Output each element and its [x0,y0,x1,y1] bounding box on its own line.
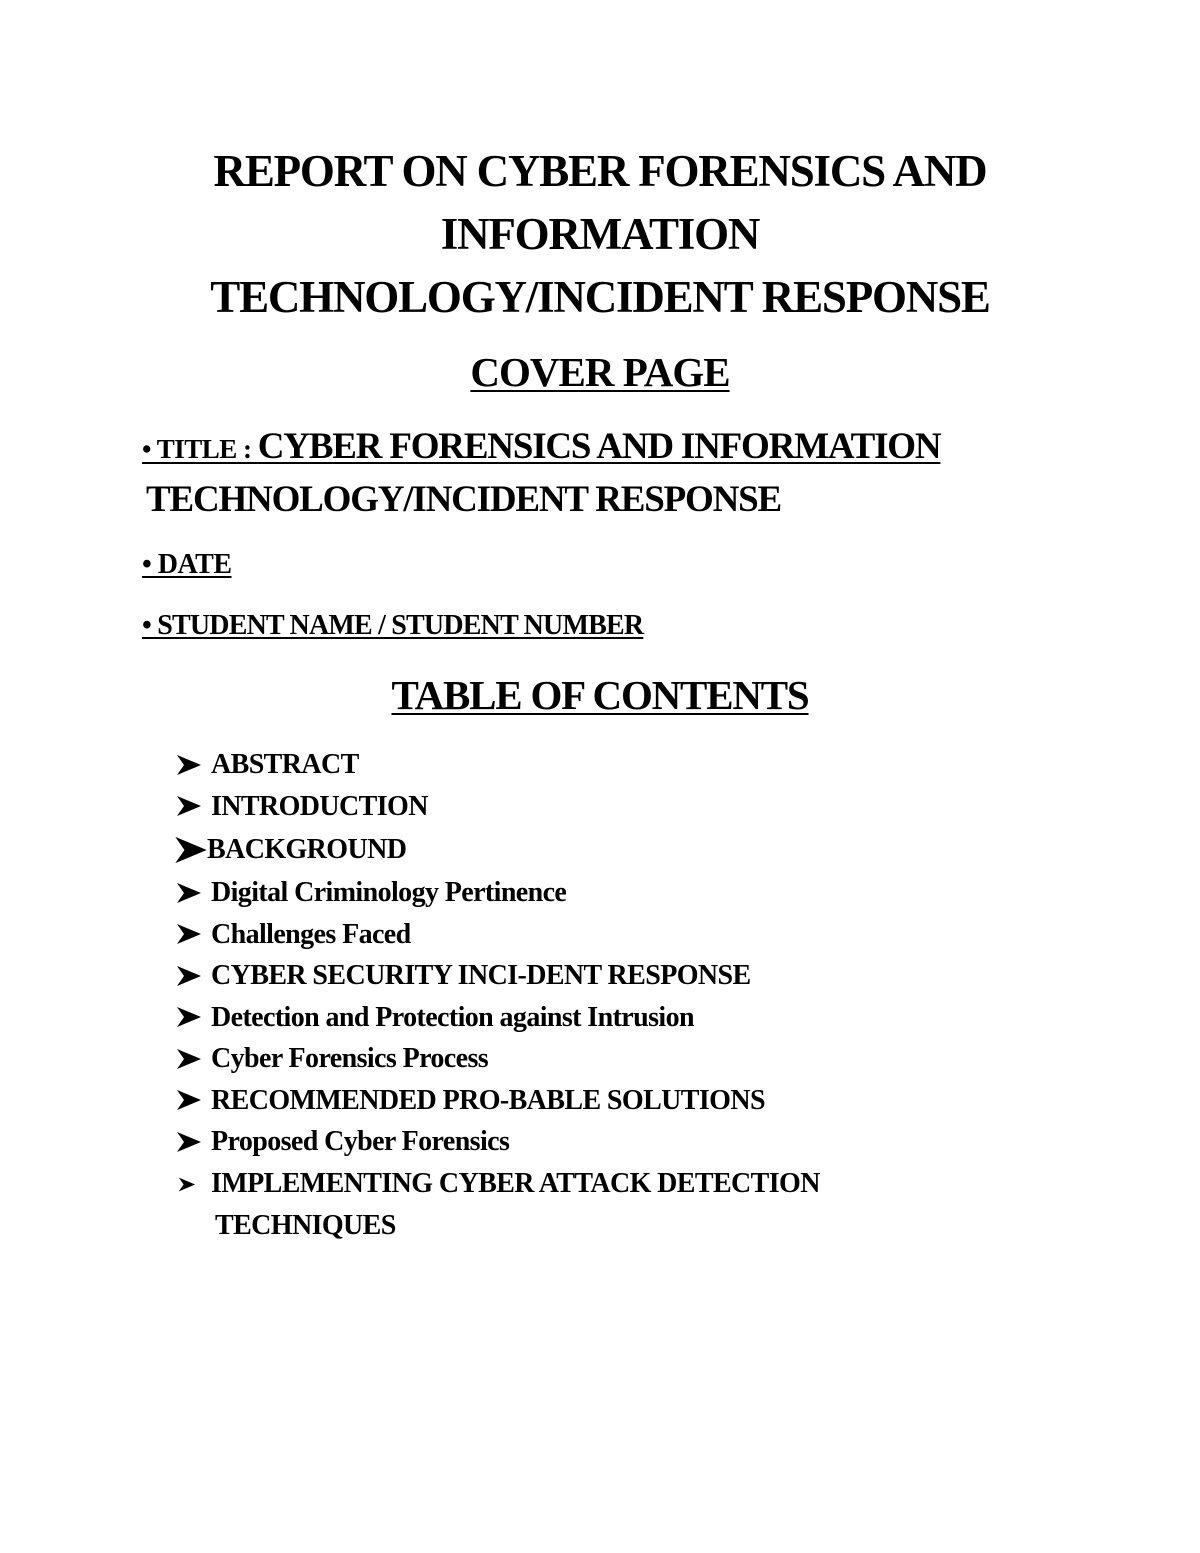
arrowhead-bullet-icon [176,923,202,945]
cover-title-value-line-1: CYBER FORENSICS AND INFORMATION [257,426,941,467]
table-of-contents-heading: TABLE OF CONTENTS [391,672,809,718]
toc-item-label: Challenges Faced [211,918,411,950]
arrowhead-bullet-icon [176,754,202,776]
toc-item-label: BACKGROUND [207,834,407,865]
cover-title-label: • TITLE : [142,434,258,464]
arrowhead-bullet-icon [176,1006,202,1028]
arrowhead-bullet-icon [174,835,208,865]
cover-title-value-line-2: TECHNOLOGY/INCIDENT RESPONSE [146,479,781,520]
toc-item [176,827,1076,872]
arrowhead-bullet-icon [178,1177,196,1192]
table-of-contents-list [176,744,1076,1247]
report-title-line-3: TECHNOLOGY/INCIDENT RESPONSE [210,272,990,322]
arrowhead-bullet-icon [176,1089,202,1111]
toc-item-label-line-2: TECHNIQUES [215,1209,396,1241]
arrowhead-bullet-icon [176,882,202,904]
toc-item [176,997,1076,1039]
toc-item [176,1163,931,1247]
toc-item-label: ABSTRACT [211,749,359,780]
report-title-line-1: REPORT ON CYBER FORENSICS AND [213,146,987,196]
toc-item-label: Digital Criminology Pertinence [211,877,567,908]
arrowhead-bullet-icon [176,965,202,987]
toc-item [176,744,1076,786]
toc-item-label [211,1163,820,1247]
arrowhead-bullet-icon [176,795,202,817]
toc-item [176,955,1076,997]
cover-page-heading: COVER PAGE [470,349,730,395]
cover-date-label: • DATE [142,549,232,580]
cover-student-label: • STUDENT NAME / STUDENT NUMBER [142,610,644,641]
toc-item-label: Proposed Cyber Forensics [211,1126,510,1157]
toc-item-label-line-1: IMPLEMENTING CYBER ATTACK DETECTION [211,1167,820,1199]
cover-title-line [142,424,940,472]
toc-item [176,1080,1076,1122]
arrowhead-bullet-icon [176,1048,202,1070]
toc-item [176,914,1076,956]
arrowhead-bullet-icon [176,1131,202,1153]
toc-item [176,786,1076,828]
toc-item-label: Cyber Forensics Process [211,1043,489,1074]
toc-item-label: CYBER SECURITY INCI-DENT RESPONSE [211,960,751,991]
toc-item [176,872,1076,914]
toc-item [176,1121,1076,1163]
report-title-line-2: INFORMATION [440,209,760,259]
toc-item-label: INTRODUCTION [211,790,428,822]
report-title [100,140,1100,329]
toc-item-label: RECOMMENDED PRO-BABLE SOLUTIONS [211,1084,765,1116]
toc-item-label: Detection and Protection against Intrusion [211,1001,694,1033]
toc-item [176,1038,1076,1080]
